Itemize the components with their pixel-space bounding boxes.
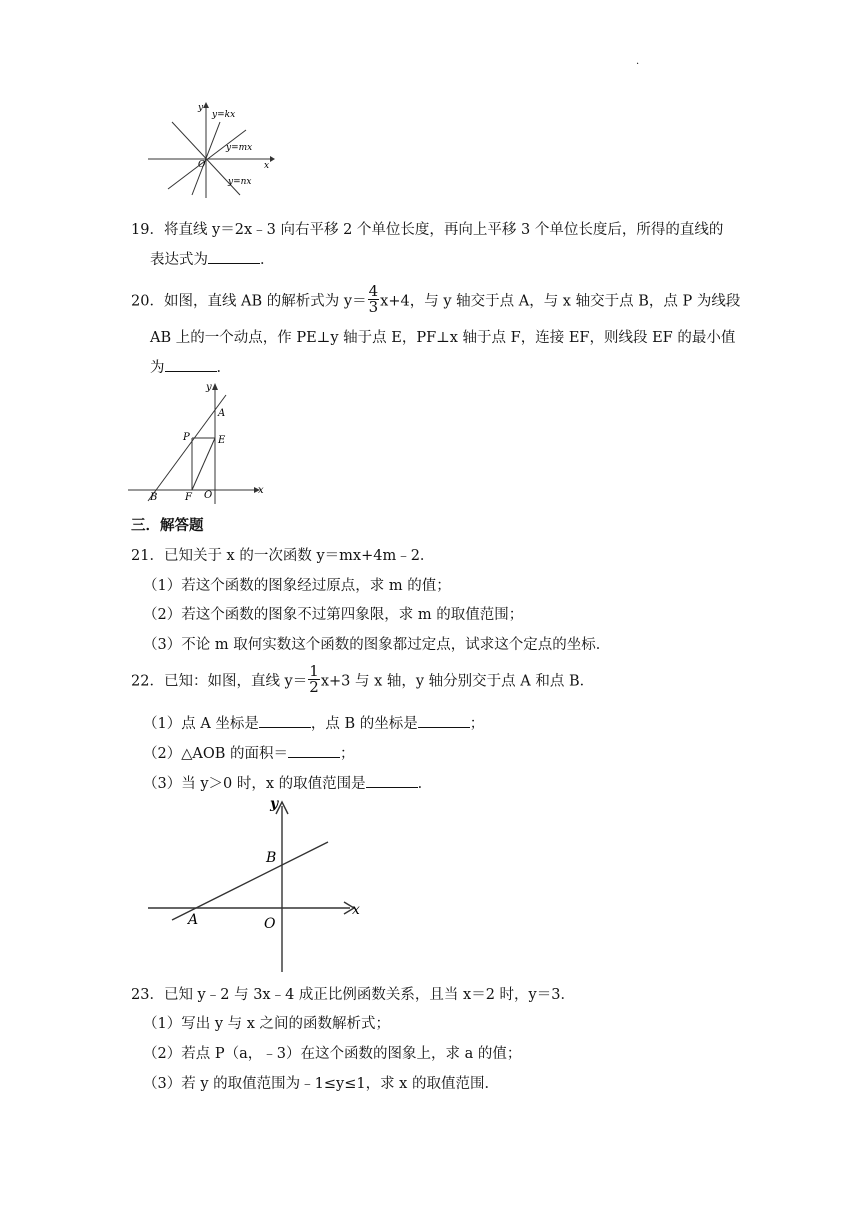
q22-fraction-den: 2 — [309, 678, 319, 696]
q22-B-blank[interactable] — [418, 713, 470, 728]
q20-fraction — [368, 284, 380, 315]
q22-sub2-a: （2）△AOB 的面积＝ — [143, 746, 288, 762]
top-dot: . — [636, 56, 640, 67]
q21-line1: 21．已知关于 x 的一次函数 y＝mx+4m﹣2． — [131, 548, 435, 564]
q20-text-c: 为 — [150, 360, 165, 376]
fig22-x-label: x — [352, 902, 360, 918]
q20-text-b: x+4，与 y 轴交于点 A，与 x 轴交于点 B，点 P 为线段 — [380, 293, 741, 310]
fig19-line-m-label: y=mx — [226, 143, 253, 153]
fig20-B-label: B — [150, 492, 158, 503]
q22-area-blank[interactable] — [288, 743, 340, 758]
fig22-A-label: A — [188, 912, 199, 928]
q19-end: ． — [260, 252, 275, 268]
q23-line1: 23．已知 y﹣2 与 3x﹣4 成正比例函数关系，且当 x＝2 时，y＝3． — [131, 987, 575, 1003]
q22-line1 — [131, 662, 595, 696]
q20-line3 — [150, 357, 231, 378]
q23-sub3: （3）若 y 的取值范围为﹣1≤y≤1，求 x 的取值范围． — [143, 1076, 499, 1092]
q22-sub3-a: （3）当 y＞0 时，x 的取值范围是 — [143, 776, 366, 792]
q19-answer-blank[interactable] — [208, 249, 260, 264]
fig20-A-label: A — [218, 408, 226, 419]
q19-line1: 19．将直线 y＝2x﹣3 向右平移 2 个单位长度，再向上平移 3 个单位长度后，所得的直线的 — [131, 222, 724, 238]
fig19-x-label: x — [264, 161, 270, 171]
q20-fraction-num: 4 — [368, 282, 379, 300]
q20-text-a: 20．如图，直线 AB 的解析式为 y＝ — [131, 293, 367, 310]
fig20-E-label: E — [218, 435, 226, 446]
fig22-O-label: O — [264, 916, 276, 932]
fig20-x-label: x — [258, 485, 264, 496]
q19-line2 — [150, 249, 275, 270]
fig19-y-label: y — [198, 103, 204, 113]
q20-line1 — [131, 282, 741, 316]
q22-sub2 — [143, 743, 355, 764]
fig20-F-label: F — [185, 492, 192, 503]
q22-range-blank[interactable] — [366, 773, 418, 788]
q21-sub2: （2）若这个函数的图象不过第四象限，求 m 的取值范围； — [143, 607, 524, 623]
q22-sub3-b: ． — [417, 776, 433, 792]
q20-end: ． — [216, 360, 231, 376]
q22-fraction — [308, 664, 320, 695]
q22-A-blank[interactable] — [259, 713, 311, 728]
q22-fraction-num: 1 — [309, 662, 319, 680]
fig22-B-label: B — [266, 850, 277, 866]
fig19-line-k-label: y=kx — [212, 110, 236, 120]
q20-answer-blank[interactable] — [165, 357, 217, 372]
q22-sub2-b: ； — [340, 746, 355, 762]
q22-sub1-c: ； — [469, 716, 485, 732]
q19-text: 表达式为 — [150, 252, 208, 268]
fig20-P-label: P — [183, 432, 190, 443]
section-heading: 三．解答题 — [131, 517, 204, 534]
q21-sub1: （1）若这个函数的图象经过原点，求 m 的值； — [143, 578, 451, 594]
figure-q22 — [146, 796, 368, 974]
q21-sub3: （3）不论 m 取何实数这个函数的图象都过定点，试求这个定点的坐标． — [143, 637, 611, 653]
fig22-y-label: y — [270, 796, 279, 812]
q22-text-a: 22．已知：如图，直线 y＝ — [131, 673, 308, 690]
q22-sub1-b: ，点 B 的坐标是 — [310, 716, 418, 732]
q22-sub1-a: （1）点 A 坐标是 — [143, 716, 259, 732]
q22-text-b: x+3 与 x 轴，y 轴分别交于点 A 和点 B． — [320, 673, 595, 690]
figure-proportional-lines — [146, 100, 276, 200]
fig20-O-label: O — [204, 490, 213, 501]
q23-sub2: （2）若点 P（a，﹣3）在这个函数的图象上，求 a 的值； — [143, 1046, 522, 1062]
q22-sub1 — [143, 713, 484, 734]
fig20-y-label: y — [206, 382, 212, 393]
q22-sub3 — [143, 773, 432, 794]
q20-line2: AB 上的一个动点，作 PE⊥y 轴于点 E，PF⊥x 轴于点 F，连接 EF，则线段 EF 的最小值 — [150, 330, 736, 346]
q20-fraction-den: 3 — [368, 298, 379, 316]
fig19-line-n-label: y=nx — [228, 177, 252, 187]
figure-q20 — [128, 380, 268, 505]
q23-sub1: （1）写出 y 与 x 之间的函数解析式； — [143, 1016, 391, 1032]
fig19-origin-label: O — [198, 160, 206, 170]
